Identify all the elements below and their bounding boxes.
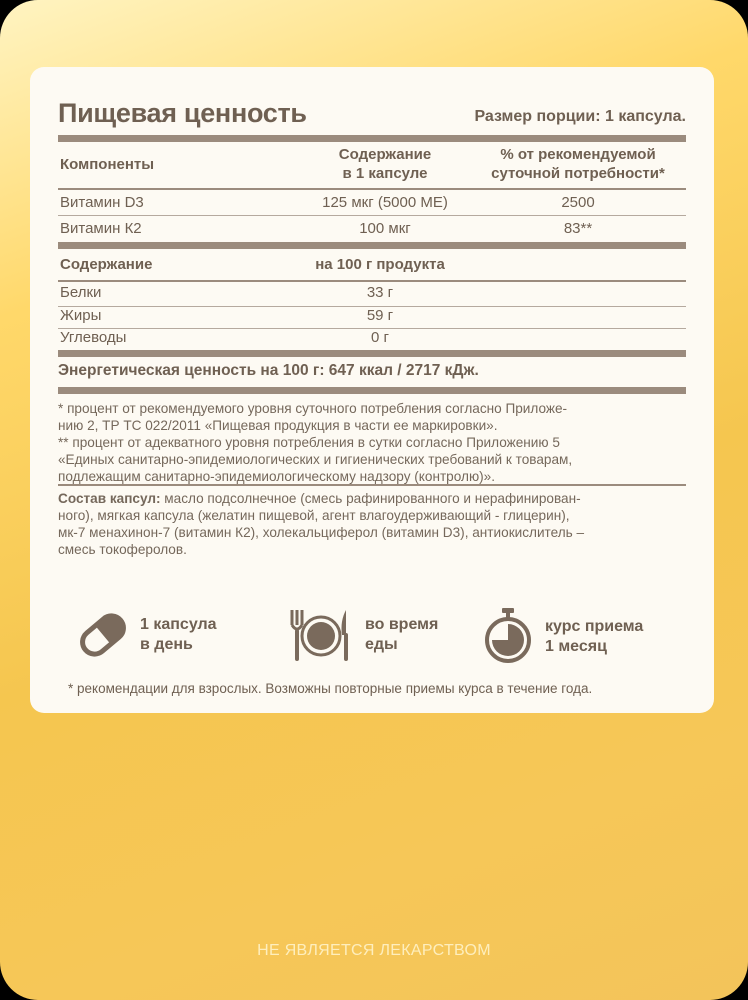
composition: Состав капсул: масло подсолнечное (смесь рафинированного и нерафинирован- ного), мягкая капсула (желатин пищевой, агент влагоудерживающий - глицерин), мк-7 менахинон-7 (витамин К2), холекальциферол (витамин D3), антиокислитель – смесь токоферолов. xyxy=(58,491,585,557)
footnotes: * процент от рекомендуемого уровня суточного потребления согласно Приложе- нию 2, ТР ТС 022/2011 «Пищевая продукция в части ее маркировки». ** процент от адекватного уровня потребления в сутки согласно Приложению 5 «Единых санитарно-эпидемиологических и гигиенических требований к товарам, подлежащим санитарно-эпидемиологическому надзору (контролю)». xyxy=(58,401,573,484)
table-row-name: Углеводы xyxy=(60,329,127,346)
header-per100: на 100 г продукта xyxy=(315,256,445,273)
header-percent: % от рекомендуемой суточной потребности* xyxy=(491,146,665,182)
table-row-percent: 83** xyxy=(563,220,593,237)
header-content: Содержание в 1 капсуле xyxy=(338,146,432,182)
divider xyxy=(58,484,686,486)
table-row-amount: 125 мкг (5000 МЕ) xyxy=(322,194,448,211)
timing-label: во время еды xyxy=(365,616,439,653)
thick-divider xyxy=(58,387,686,394)
disclaimer-footer: НЕ ЯВЛЯЕТСЯ ЛЕКАРСТВОМ xyxy=(257,942,491,959)
course-label: курс приема 1 месяц xyxy=(545,618,644,655)
header-components: Компоненты xyxy=(60,156,155,173)
table-row-name: Витамин D3 xyxy=(60,194,144,211)
page-title: Пищевая ценность xyxy=(58,98,307,128)
table-row-value: 59 г xyxy=(366,307,394,324)
energy-value: Энергетическая ценность на 100 г: 647 ккал / 2717 кДж. xyxy=(58,362,479,379)
composition-label: Состав капсул: xyxy=(58,491,161,506)
stopwatch-icon xyxy=(484,606,532,664)
table-row-amount: 100 мкг xyxy=(359,220,411,237)
header-content-2: Содержание xyxy=(60,256,153,273)
divider xyxy=(58,280,686,282)
table-row-name: Белки xyxy=(60,284,102,301)
table-row-name: Жиры xyxy=(60,307,102,324)
divider xyxy=(58,188,686,190)
capsule-icon xyxy=(74,607,132,663)
table-row-value: 33 г xyxy=(366,284,394,301)
thick-divider xyxy=(58,242,686,249)
thick-divider xyxy=(58,350,686,357)
table-row-name: Витамин К2 xyxy=(60,220,142,237)
table-row-percent: 2500 xyxy=(561,194,595,211)
plate-icon xyxy=(288,607,354,663)
thick-divider xyxy=(58,135,686,142)
dose-label: 1 капсула в день xyxy=(140,616,217,653)
serving-size: Размер порции: 1 капсула. xyxy=(474,108,686,125)
table-row-value: 0 г xyxy=(371,329,389,346)
recommendation-note: * рекомендации для взрослых. Возможны повторные приемы курса в течение года. xyxy=(68,681,593,696)
divider xyxy=(58,215,686,216)
